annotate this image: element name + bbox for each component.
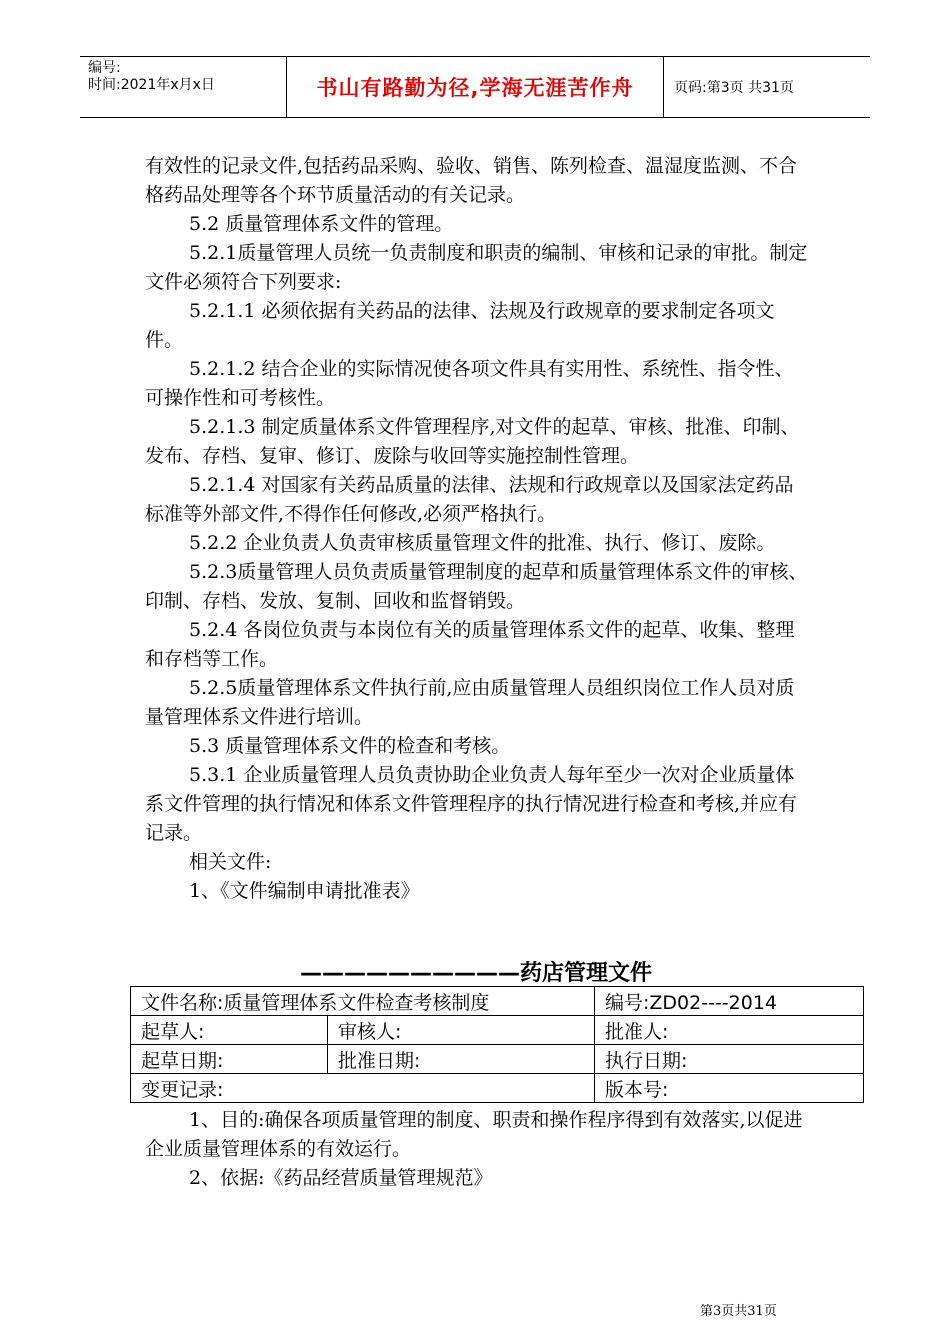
paragraph: 有效性的记录文件,包括药品采购、验收、销售、陈列检查、温湿度监测、不合格药品处理等各个环节质量活动的有关记录。 xyxy=(145,155,798,206)
table-row xyxy=(131,1045,864,1074)
page-header xyxy=(80,56,870,118)
paragraph: 5.2.1.2 结合企业的实际情况使各项文件具有实用性、系统性、指令性、可操作性和可考核性。 xyxy=(145,358,794,409)
paragraph: 1、目的:确保各项质量管理的制度、职责和操作程序得到有效落实,以促进企业质量管理体系的有效运行。 xyxy=(145,1109,803,1160)
paragraph: 2、依据:《药品经营质量管理规范》 xyxy=(189,1167,493,1189)
paragraph: 5.2.2 企业负责人负责审核质量管理文件的批准、执行、修订、废除。 xyxy=(189,532,776,554)
paragraph: 5.2.4 各岗位负责与本岗位有关的质量管理体系文件的起草、收集、整理和存档等工作。 xyxy=(145,619,795,670)
paragraph: 相关文件: xyxy=(189,851,272,873)
approver-cell: 批准人: xyxy=(595,1016,864,1045)
document-info-table xyxy=(130,986,864,1103)
reviewer-cell: 审核人: xyxy=(328,1016,595,1045)
paragraph: 5.2.1.3 制定质量体系文件管理程序,对文件的起草、审核、批准、印制、发布、存档、复审、修订、废除与收回等实施控制性管理。 xyxy=(145,416,800,467)
file-name-cell: 文件名称:质量管理体系文件检查考核制度 xyxy=(131,987,595,1016)
time-label: 时间:2021年x月x日 xyxy=(88,77,215,93)
document-title: ——————————药店管理文件 xyxy=(300,961,653,986)
paragraph: 5.2.5质量管理体系文件执行前,应由质量管理人员组织岗位工作人员对质量管理体系文件进行培训。 xyxy=(145,677,795,728)
table-row xyxy=(131,987,864,1016)
drafter-cell: 起草人: xyxy=(131,1016,328,1045)
header-page-info: 页码:第3页 共31页 xyxy=(674,80,794,96)
paragraph: 5.2 质量管理体系文件的管理。 xyxy=(189,213,454,235)
body-text xyxy=(145,152,810,906)
table-row xyxy=(131,1016,864,1045)
paragraph: 5.2.1.4 对国家有关药品质量的法律、法规和行政规章以及国家法定药品标准等外部文件,不得作任何修改,必须严格执行。 xyxy=(145,474,794,525)
number-cell: 编号:ZD02----2014 xyxy=(595,987,864,1016)
exec-date-cell: 执行日期: xyxy=(595,1045,864,1074)
approve-date-cell: 批准日期: xyxy=(328,1045,595,1074)
paragraph: 5.2.1.1 必须依据有关药品的法律、法规及行政规章的要求制定各项文件。 xyxy=(145,300,775,351)
version-cell: 版本号: xyxy=(595,1074,864,1103)
paragraph: 1、《文件编制申请批准表》 xyxy=(189,880,420,902)
header-motto: 书山有路勤为径,学海无涯苦作舟 xyxy=(286,57,664,117)
draft-date-cell: 起草日期: xyxy=(131,1045,328,1074)
paragraph: 5.3 质量管理体系文件的检查和考核。 xyxy=(189,735,511,757)
table-row xyxy=(131,1074,864,1103)
paragraph: 5.2.1质量管理人员统一负责制度和职责的编制、审核和记录的审批。制定文件必须符合下列要求: xyxy=(145,242,808,293)
number-label: 编号: xyxy=(88,60,121,76)
change-record-cell: 变更记录: xyxy=(131,1074,595,1103)
header-meta xyxy=(80,57,286,117)
page-footer: 第3页共31页 xyxy=(700,1304,777,1319)
paragraph: 5.3.1 企业质量管理人员负责协助企业负责人每年至少一次对企业质量体系文件管理的执行情况和体系文件管理程序的执行情况进行检查和考核,并应有记录。 xyxy=(145,764,798,844)
body-text-2 xyxy=(145,1106,810,1193)
paragraph: 5.2.3质量管理人员负责质量管理制度的起草和质量管理体系文件的审核、印制、存档、发放、复制、回收和监督销毁。 xyxy=(145,561,808,612)
